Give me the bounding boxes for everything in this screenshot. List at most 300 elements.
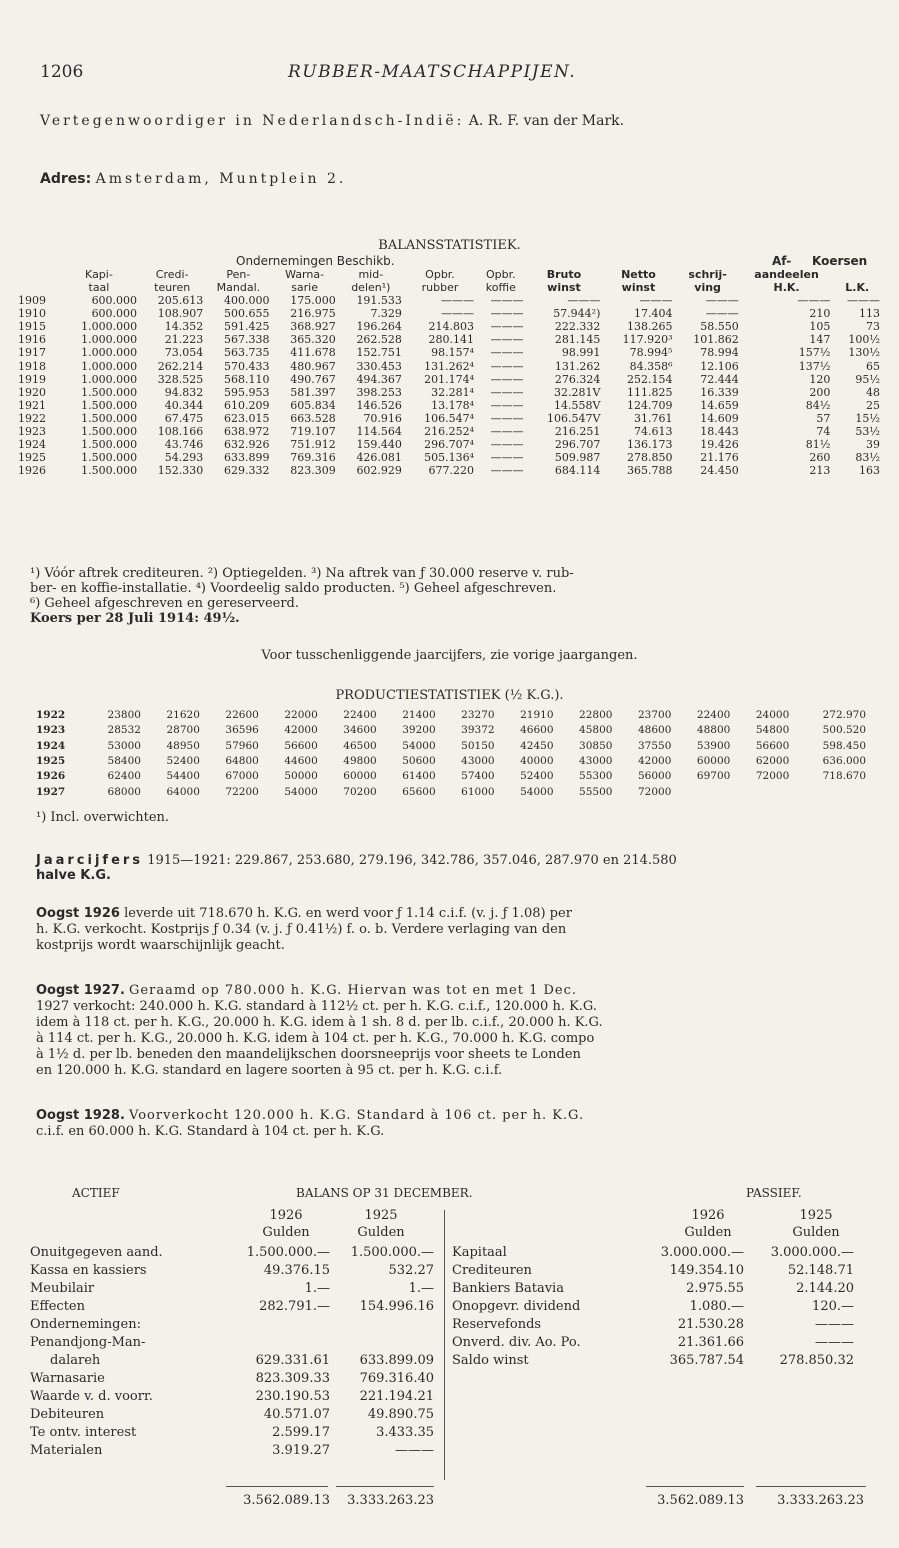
year-cell: 1910 xyxy=(18,307,46,321)
oogst-1928 xyxy=(36,1108,584,1140)
table-cell: 57 xyxy=(816,411,831,425)
table-row xyxy=(16,320,882,333)
year-cell: 1922 xyxy=(18,411,46,425)
table-cell: 505.136⁴ xyxy=(424,451,475,465)
table-cell: 19.426 xyxy=(700,438,739,452)
table-cell: 152.751 xyxy=(356,346,402,360)
list-item xyxy=(452,1279,854,1297)
table-cell: 58.550 xyxy=(700,320,739,334)
table-cell: ——— xyxy=(705,294,739,308)
table-cell: 56000 xyxy=(637,770,672,783)
table-cell: 216.251 xyxy=(554,424,601,438)
table-cell: 50600 xyxy=(402,755,436,768)
actief-year-1926: 1926 xyxy=(269,1208,303,1223)
amount-1925: 278.850.32 xyxy=(779,1352,854,1368)
year-cell: 1923 xyxy=(36,724,66,737)
table-cell: 368.927 xyxy=(290,320,336,334)
table-cell: 17.404 xyxy=(634,307,673,321)
table-cell: 663.528 xyxy=(290,411,336,425)
table-cell: 48 xyxy=(866,385,880,399)
table-cell: 260 xyxy=(809,451,831,465)
table-cell: 602.929 xyxy=(356,464,402,478)
table-cell: 74 xyxy=(816,424,831,438)
table-cell: 55300 xyxy=(579,770,613,783)
table-cell: 157½ xyxy=(798,346,831,360)
table-cell: ——— xyxy=(490,438,524,452)
amount-1926 xyxy=(232,1315,330,1333)
table-cell: 131.262⁴ xyxy=(424,359,475,373)
amount-1926: 2.975.55 xyxy=(686,1280,744,1296)
year-cell: 1924 xyxy=(36,739,66,752)
actief-total-rule-1925 xyxy=(336,1486,434,1487)
table-cell: ——— xyxy=(705,307,739,321)
table-cell: 36596 xyxy=(225,724,259,737)
table-cell: 28532 xyxy=(107,724,141,737)
year-cell: 1927 xyxy=(36,785,66,798)
table-cell: 113 xyxy=(859,307,880,321)
amount-1926: 230.190.53 xyxy=(255,1388,330,1404)
list-item xyxy=(30,1333,434,1351)
oogst-1926-label: Oogst 1926 xyxy=(36,906,120,921)
table-cell: 14.352 xyxy=(164,320,204,334)
column-header: Opbr. rubber xyxy=(421,268,459,294)
year-cell: 1915 xyxy=(18,320,46,334)
jaarcijfers-label: Jaarcijfers xyxy=(36,853,144,868)
table-cell: 570.433 xyxy=(224,359,270,373)
table-row xyxy=(16,333,882,346)
table-cell: 106.547⁴ xyxy=(424,411,475,425)
table-cell: 37550 xyxy=(637,739,672,752)
list-item xyxy=(30,1369,434,1387)
amount-1925: 154.996.16 xyxy=(359,1298,434,1314)
table-cell: 84½ xyxy=(805,398,831,412)
list-item xyxy=(30,1279,434,1297)
amount-1926: 149.354.10 xyxy=(669,1262,744,1278)
account-label: dalareh xyxy=(50,1352,101,1368)
oogst-1927-line-3: idem à 118 ct. per h. K.G., 20.000 h. K.G. idem à 1 sh. 8 d. per lb. c.i.f., 20.000 h. K.G. xyxy=(36,1015,603,1030)
table-cell: ——— xyxy=(441,294,475,308)
table-cell: 490.767 xyxy=(290,372,336,386)
table-cell: ——— xyxy=(847,294,880,308)
balance-stats-title: BALANSSTATISTIEK. xyxy=(378,238,521,253)
table-cell: 108.907 xyxy=(157,307,204,321)
table-row xyxy=(16,412,882,425)
table-cell: 24000 xyxy=(755,709,790,722)
table-cell: 1.500.000 xyxy=(81,438,138,452)
passief-label: PASSIEF. xyxy=(746,1186,802,1200)
table-cell: 22400 xyxy=(343,709,377,722)
table-cell: 1.000.000 xyxy=(81,372,138,386)
table-cell: 12.106 xyxy=(700,359,739,373)
account-label: Warnasarie xyxy=(30,1370,105,1386)
year-cell: 1926 xyxy=(18,464,46,478)
column-header: Credi- teuren xyxy=(154,268,191,294)
table-cell: 62000 xyxy=(755,755,790,768)
amount-1926: 1.500.000.— xyxy=(246,1244,330,1260)
table-cell: 262.528 xyxy=(356,333,402,347)
table-cell: 32.281⁴ xyxy=(431,385,475,399)
table-cell: 57400 xyxy=(461,770,495,783)
footnote-3: ⁶) Geheel afgeschreven en gereserveerd. xyxy=(30,596,299,611)
column-header: Netto winst xyxy=(621,268,656,294)
table-cell: 1.500.000 xyxy=(81,385,138,399)
list-item xyxy=(30,1261,434,1279)
table-cell: 40000 xyxy=(520,755,554,768)
table-row xyxy=(16,425,882,438)
year-cell: 1926 xyxy=(36,770,66,783)
year-cell: 1920 xyxy=(18,385,46,399)
column-header: Bruto winst xyxy=(546,268,582,294)
table-cell: 500.655 xyxy=(224,307,270,321)
table-cell: 58400 xyxy=(107,755,141,768)
representative-line xyxy=(40,112,624,131)
table-cell: 509.987 xyxy=(554,451,601,465)
table-cell: 68000 xyxy=(107,785,141,798)
passief-total-1925: 3.333.263.23 xyxy=(777,1493,864,1508)
account-label: Bankiers Batavia xyxy=(452,1280,564,1296)
table-row xyxy=(16,307,882,320)
table-cell: 56600 xyxy=(755,739,790,752)
table-cell: 222.332 xyxy=(554,320,601,334)
table-cell: ——— xyxy=(490,411,524,425)
amount-1926: 1.— xyxy=(304,1280,330,1296)
jaarcijfers-text: 1915—1921: 229.867, 253.680, 279.196, 342.786, 357.046, 287.970 en 214.580 xyxy=(147,853,677,868)
table-cell: 330.453 xyxy=(356,359,402,373)
table-cell: 205.613 xyxy=(157,294,204,308)
amount-1925: ——— xyxy=(395,1442,434,1458)
table-cell: 44600 xyxy=(284,755,318,768)
list-item xyxy=(30,1405,434,1423)
table-cell: ——— xyxy=(490,346,524,360)
amount-1925: 1.— xyxy=(408,1280,434,1296)
table-row xyxy=(16,386,882,399)
year-cell: 1922 xyxy=(36,709,66,722)
table-cell: 769.316 xyxy=(290,451,336,465)
table-cell: ——— xyxy=(490,320,524,334)
list-item xyxy=(452,1315,854,1333)
table-cell: 57.944²) xyxy=(553,307,601,321)
table-cell: 636.000 xyxy=(822,755,866,768)
table-cell: 633.899 xyxy=(224,451,270,465)
amount-1925: 532.27 xyxy=(388,1262,434,1278)
column-header: mid- delen¹) xyxy=(351,268,391,294)
table-cell: 98.991 xyxy=(561,346,601,360)
footnote-2: ber- en koffie-installatie. ⁴) Voordeelig saldo producten. ⁵) Geheel afgeschreven. xyxy=(30,581,557,596)
table-cell: 48600 xyxy=(637,724,672,737)
year-cell: 1909 xyxy=(18,294,46,308)
table-cell: 1.500.000 xyxy=(81,464,138,478)
table-cell: 1.500.000 xyxy=(81,398,138,412)
table-cell: ——— xyxy=(567,294,601,308)
amount-1926: 1.080.— xyxy=(689,1298,744,1314)
table-cell: 73.054 xyxy=(164,346,204,360)
year-cell: 1916 xyxy=(18,333,46,347)
table-cell: 296.707 xyxy=(554,438,601,452)
table-cell: 152.330 xyxy=(157,464,204,478)
table-cell: 74.613 xyxy=(634,424,673,438)
table-cell: 751.912 xyxy=(290,438,336,452)
table-cell: 196.264 xyxy=(356,320,402,334)
year-cell: 1918 xyxy=(18,359,46,373)
address-label: Adres: xyxy=(40,171,92,187)
table-cell: 136.173 xyxy=(627,438,673,452)
table-cell: 1.000.000 xyxy=(81,320,138,334)
actief-year-1925: 1925 xyxy=(364,1208,398,1223)
list-item xyxy=(30,1243,434,1261)
actief-table xyxy=(30,1243,434,1459)
table-cell: 54000 xyxy=(402,739,436,752)
table-cell: 61400 xyxy=(402,770,436,783)
table-cell: 610.209 xyxy=(224,398,270,412)
table-cell: ——— xyxy=(490,294,524,308)
table-cell: 595.953 xyxy=(224,385,270,399)
table-cell: 53½ xyxy=(855,424,880,438)
amount-1925: 1.500.000.— xyxy=(350,1244,434,1260)
table-cell: 61000 xyxy=(461,785,495,798)
amount-1926: 49.376.15 xyxy=(263,1262,330,1278)
amount-1926: 2.599.17 xyxy=(272,1424,330,1440)
year-cell: 1917 xyxy=(18,346,46,360)
table-cell: 175.000 xyxy=(290,294,336,308)
amount-1925: 633.899.09 xyxy=(359,1352,434,1368)
actief-total-1926: 3.562.089.13 xyxy=(243,1493,330,1508)
account-label: Debiteuren xyxy=(30,1406,105,1422)
table-cell: 200 xyxy=(809,385,831,399)
table-cell: 210 xyxy=(809,307,831,321)
passief-unit-1926: Gulden xyxy=(684,1225,732,1240)
table-cell: 138.265 xyxy=(627,320,673,334)
table-cell: ——— xyxy=(441,307,475,321)
table-cell: 14.609 xyxy=(700,411,739,425)
table-cell: 605.834 xyxy=(290,398,336,412)
table-cell: ——— xyxy=(490,307,524,321)
table-cell: 272.970 xyxy=(822,709,866,722)
table-cell: 398.253 xyxy=(356,385,402,399)
table-cell: 70200 xyxy=(343,785,377,798)
table-cell: 1.000.000 xyxy=(81,333,138,347)
year-cell: 1924 xyxy=(18,438,46,452)
table-cell: ——— xyxy=(639,294,673,308)
table-cell: 28700 xyxy=(166,724,200,737)
table-row xyxy=(36,784,866,799)
account-label: Onverd. div. Ao. Po. xyxy=(452,1334,581,1350)
list-item xyxy=(30,1351,434,1369)
amount-1926: 3.000.000.— xyxy=(660,1244,744,1260)
table-cell: 14.558V xyxy=(553,398,601,412)
list-item xyxy=(452,1333,854,1351)
table-cell: 21.176 xyxy=(700,451,739,465)
table-cell: 117.920³ xyxy=(622,333,673,347)
table-cell: 15½ xyxy=(855,411,880,425)
table-row xyxy=(16,294,882,307)
amount-1926: 21.361.66 xyxy=(677,1334,744,1350)
table-cell: 42000 xyxy=(637,755,672,768)
table-cell: 480.967 xyxy=(290,359,336,373)
oogst-1928-line-1: Voorverkocht 120.000 h. K.G. Standard à 106 ct. per h. K.G. xyxy=(129,1108,585,1123)
oogst-1927 xyxy=(36,983,603,1079)
table-row xyxy=(36,723,866,738)
table-cell: 81½ xyxy=(805,438,831,452)
amount-1926: 823.309.33 xyxy=(255,1370,330,1386)
account-label: Effecten xyxy=(30,1298,85,1314)
amount-1925: ——— xyxy=(815,1334,854,1350)
table-cell: 83½ xyxy=(855,451,880,465)
table-cell: 72000 xyxy=(755,770,790,783)
table-cell: 276.324 xyxy=(554,372,601,386)
amount-1925 xyxy=(330,1333,434,1351)
table-cell: 34600 xyxy=(343,724,377,737)
table-cell: 46500 xyxy=(343,739,377,752)
table-cell: 213 xyxy=(809,464,831,478)
account-label: Materialen xyxy=(30,1442,103,1458)
table-cell: 137½ xyxy=(798,359,831,373)
table-cell: 39200 xyxy=(402,724,436,737)
table-cell: 60000 xyxy=(343,770,377,783)
account-label: Saldo winst xyxy=(452,1352,529,1368)
address-line xyxy=(40,170,346,189)
list-item xyxy=(452,1243,854,1261)
table-row xyxy=(36,708,866,723)
table-cell: 52400 xyxy=(166,755,200,768)
amount-1925: 3.433.35 xyxy=(376,1424,434,1440)
production-footnote: ¹) Incl. overwichten. xyxy=(36,810,170,825)
table-cell: 32.281V xyxy=(553,385,601,399)
table-cell: 40.344 xyxy=(164,398,204,412)
running-title: RUBBER-MAATSCHAPPIJEN. xyxy=(288,62,577,82)
table-cell: 106.547V xyxy=(546,411,601,425)
table-cell: 400.000 xyxy=(224,294,270,308)
table-cell: 84.358⁶ xyxy=(629,359,673,373)
amount-1925: 2.144.20 xyxy=(796,1280,854,1296)
table-cell: 1.000.000 xyxy=(81,346,138,360)
passief-total-rule-1926 xyxy=(646,1486,744,1487)
actief-label: ACTIEF xyxy=(72,1186,120,1200)
table-cell: 216.975 xyxy=(290,307,336,321)
table-cell: 629.332 xyxy=(224,464,270,478)
table-cell: 21400 xyxy=(402,709,436,722)
table-cell: 72200 xyxy=(225,785,259,798)
footnote-4: Koers per 28 Juli 1914: 49½. xyxy=(30,611,240,626)
table-cell: 69700 xyxy=(696,770,731,783)
table-cell: 50000 xyxy=(284,770,318,783)
table-cell: 48800 xyxy=(696,724,731,737)
table-cell: 677.220 xyxy=(428,464,475,478)
column-header xyxy=(16,268,59,294)
table-cell: 45800 xyxy=(579,724,613,737)
koersen-header: Koersen xyxy=(812,254,868,268)
list-item xyxy=(452,1351,854,1369)
account-label: Reservefonds xyxy=(452,1316,542,1332)
amount-1926: 365.787.54 xyxy=(669,1352,744,1368)
af-header: Af- xyxy=(772,254,792,268)
table-cell: 100½ xyxy=(848,333,880,347)
table-cell: 22800 xyxy=(579,709,613,722)
table-cell xyxy=(789,784,866,799)
oogst-1927-line-1: Geraamd op 780.000 h. K.G. Hiervan was tot en met 1 Dec. xyxy=(129,983,578,998)
table-cell: 684.114 xyxy=(554,464,601,478)
table-cell: ——— xyxy=(490,398,524,412)
footnote-1: ¹) Vóór aftrek crediteuren. ²) Optiegelden. ³) Na aftrek van ƒ 30.000 reserve v. rub- xyxy=(30,566,574,581)
table-row xyxy=(36,769,866,784)
table-cell xyxy=(730,784,789,799)
account-label: Penandjong-Man- xyxy=(30,1334,146,1350)
account-label: Crediteuren xyxy=(452,1262,532,1278)
table-cell: ——— xyxy=(490,359,524,373)
list-item xyxy=(30,1297,434,1315)
table-row xyxy=(36,754,866,769)
amount-1925 xyxy=(330,1315,434,1333)
oogst-1927-line-4: à 114 ct. per h. K.G., 20.000 h. K.G. idem à 104 ct. per h. K.G., 70.000 h. K.G. compo xyxy=(36,1031,595,1046)
table-cell: 201.174⁴ xyxy=(424,372,475,386)
table-cell: 130½ xyxy=(848,346,880,360)
passief-table xyxy=(452,1243,854,1369)
table-cell: 281.145 xyxy=(554,333,601,347)
table-cell: 57960 xyxy=(225,739,259,752)
account-label: Ondernemingen: xyxy=(30,1316,141,1332)
table-cell: 42000 xyxy=(284,724,318,737)
table-cell: 568.110 xyxy=(224,372,270,386)
table-cell: 53000 xyxy=(107,739,141,752)
table-cell: 216.252⁴ xyxy=(424,424,475,438)
table-cell: 1.500.000 xyxy=(81,451,138,465)
table-cell: 64000 xyxy=(166,785,200,798)
table-cell: 18.443 xyxy=(700,424,739,438)
list-item xyxy=(452,1261,854,1279)
table-cell: 14.659 xyxy=(700,398,739,412)
actief-total-rule-1926 xyxy=(226,1486,328,1487)
table-cell: 632.926 xyxy=(224,438,270,452)
account-label: Kassa en kassiers xyxy=(30,1262,147,1278)
intermediate-note: Voor tusschenliggende jaarcijfers, zie vorige jaargangen. xyxy=(261,648,638,663)
table-cell: ——— xyxy=(490,372,524,386)
table-cell: 60000 xyxy=(696,755,731,768)
table-cell: 56600 xyxy=(284,739,318,752)
table-cell: 21910 xyxy=(520,709,554,722)
table-cell: 262.214 xyxy=(157,359,204,373)
table-cell: ——— xyxy=(490,424,524,438)
passief-total-1926: 3.562.089.13 xyxy=(657,1493,744,1508)
table-cell: 280.141 xyxy=(428,333,475,347)
table-row xyxy=(16,373,882,386)
list-item xyxy=(30,1423,434,1441)
column-header: Opbr. koffie xyxy=(485,268,516,294)
table-cell: ——— xyxy=(490,451,524,465)
table-cell: 54800 xyxy=(755,724,790,737)
amount-1925: 52.148.71 xyxy=(787,1262,854,1278)
table-cell: 7.329 xyxy=(370,307,402,321)
table-cell: 426.081 xyxy=(356,451,402,465)
table-cell: 411.678 xyxy=(290,346,336,360)
table-cell: 72.444 xyxy=(700,372,739,386)
table-cell: 22000 xyxy=(284,709,318,722)
address-value: Amsterdam, Muntplein 2. xyxy=(95,171,347,187)
balance-sheet-title: BALANS OP 31 DECEMBER. xyxy=(296,1186,473,1200)
table-row xyxy=(16,438,882,451)
table-cell: 600.000 xyxy=(91,294,138,308)
amount-1925: 120.— xyxy=(812,1298,854,1314)
table-cell: 13.178⁴ xyxy=(431,398,475,412)
table-cell: 43000 xyxy=(579,755,613,768)
table-row xyxy=(16,464,882,477)
table-cell: ——— xyxy=(797,294,831,308)
table-cell: 39 xyxy=(866,438,880,452)
balance-stats-table xyxy=(16,268,882,477)
balance-stats-header-row xyxy=(16,268,882,294)
column-divider xyxy=(444,1210,445,1480)
column-header: Warna- sarie xyxy=(285,268,325,294)
column-header: aandeelen H.K. xyxy=(754,268,819,294)
table-cell: 65 xyxy=(866,359,880,373)
